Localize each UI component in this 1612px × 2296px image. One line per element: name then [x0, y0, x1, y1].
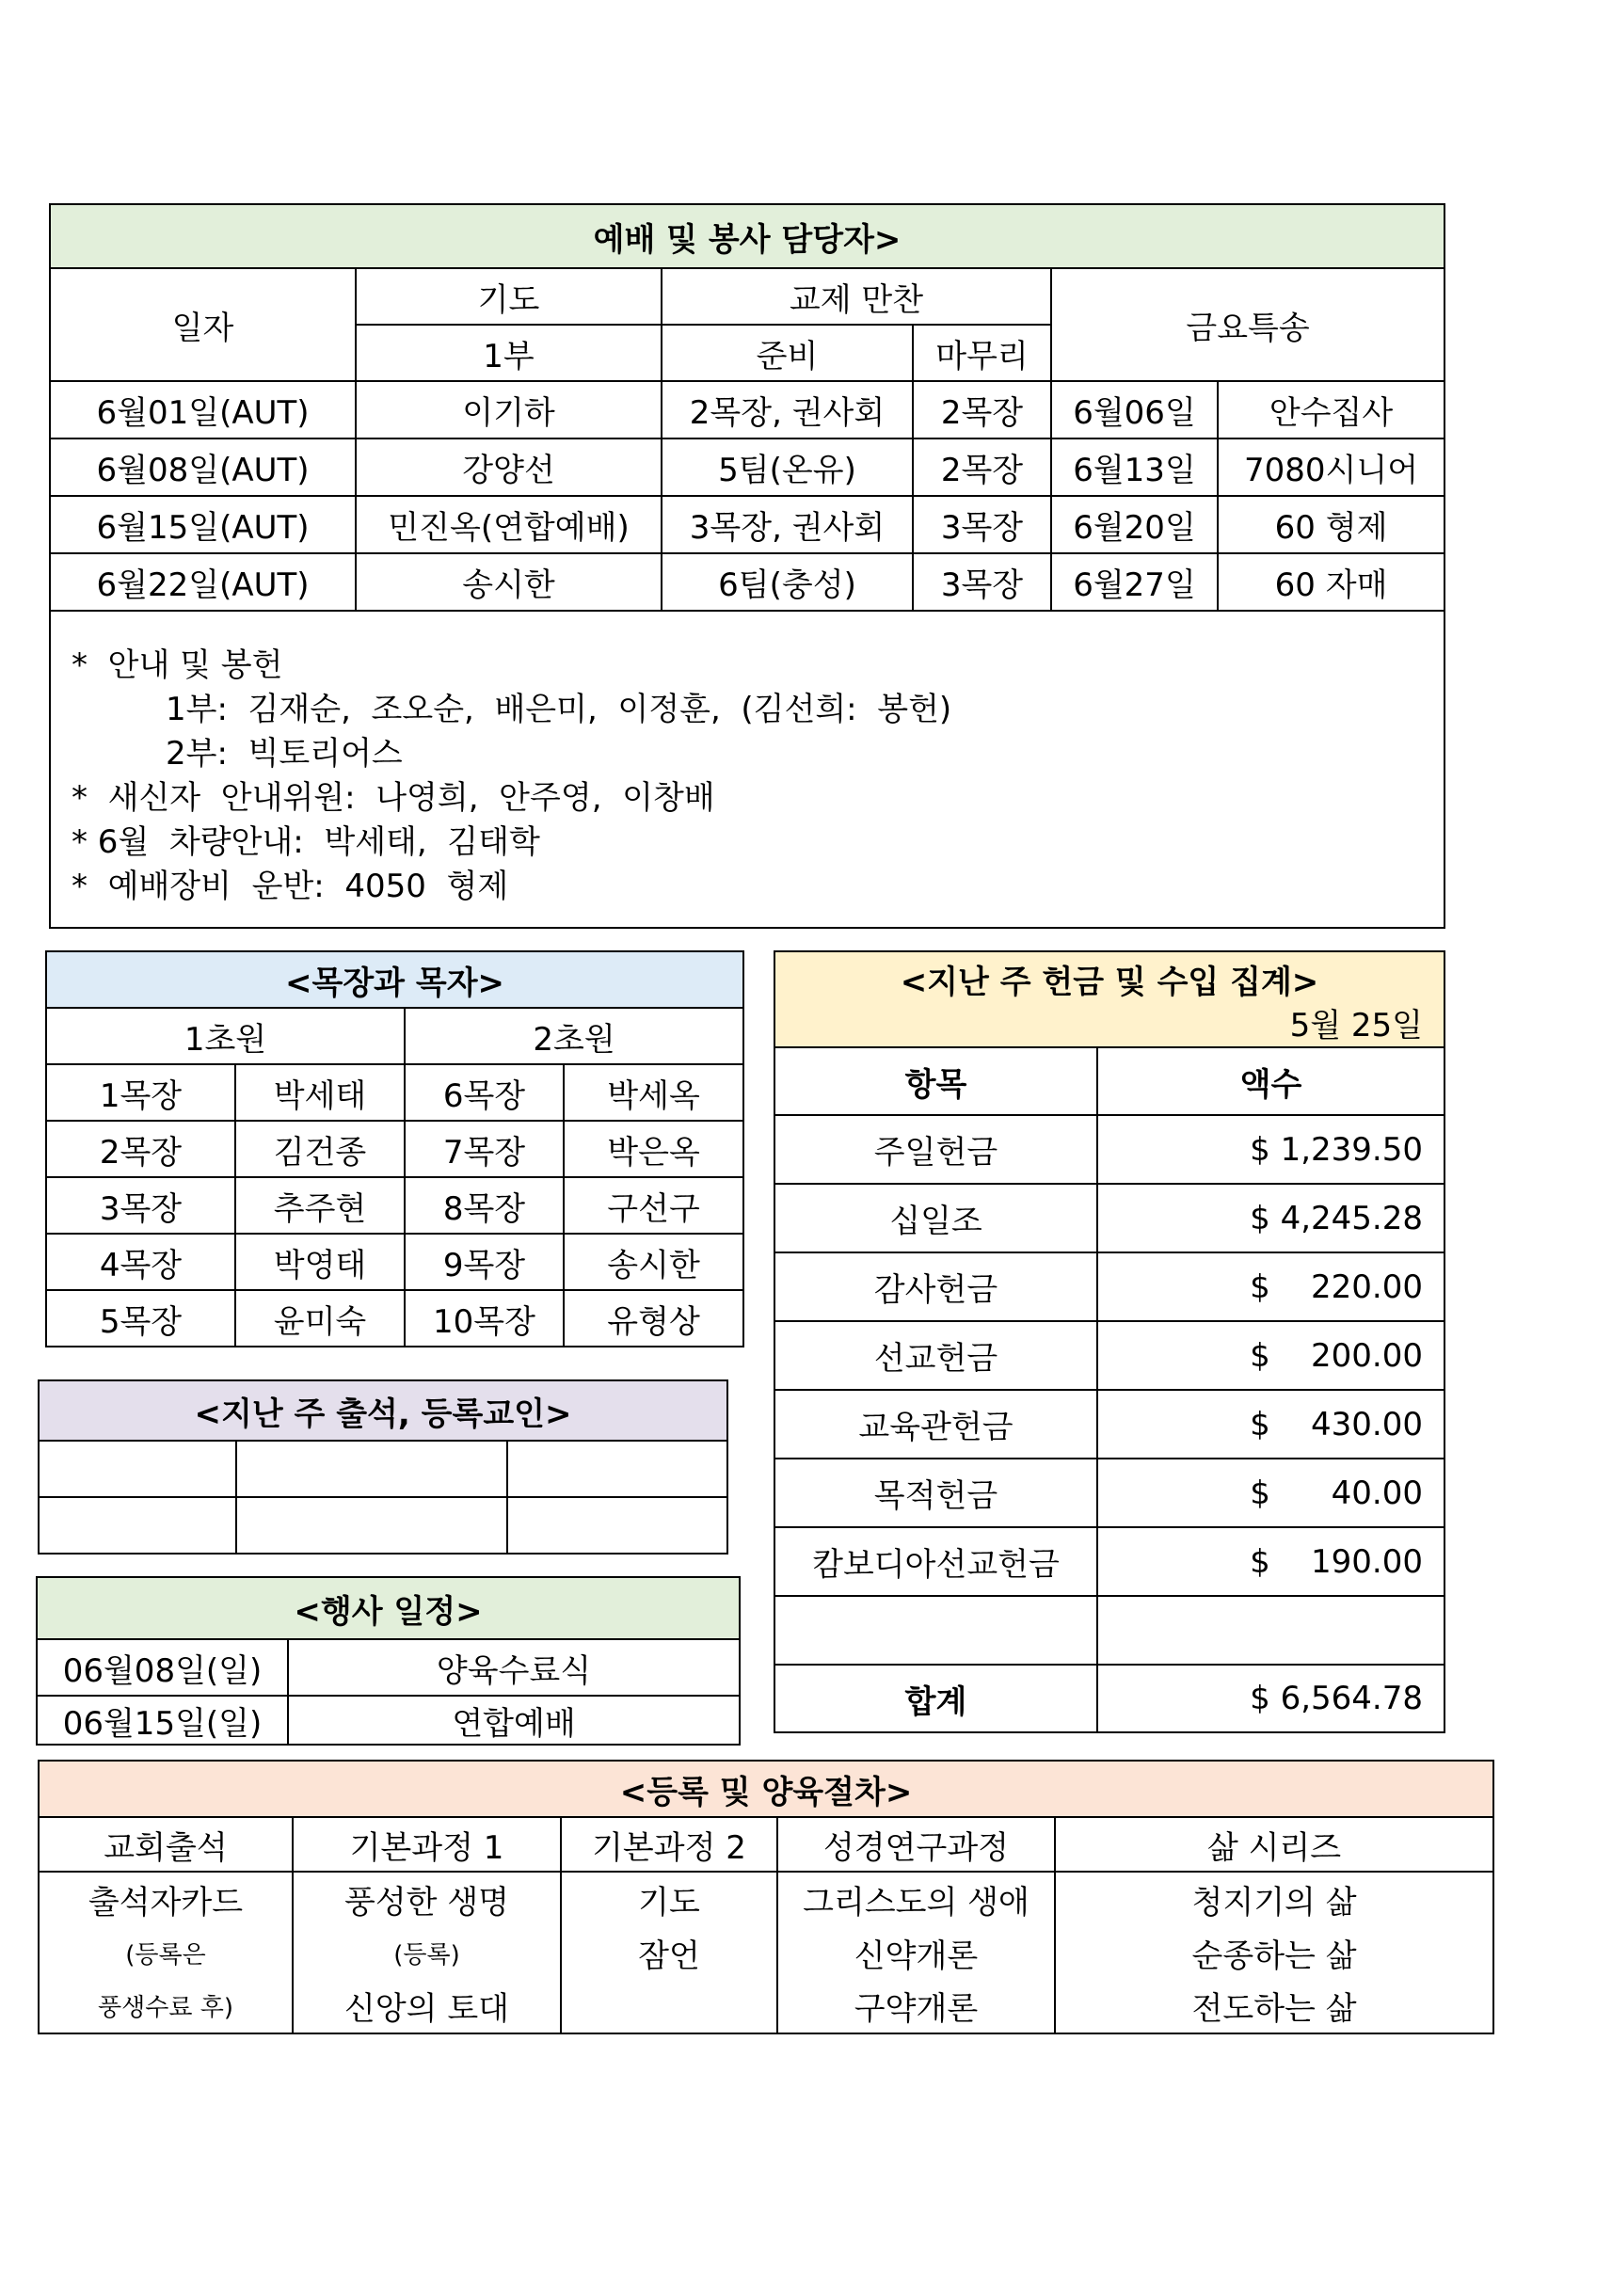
offering-amount: $ 190.00: [1097, 1527, 1444, 1596]
attendance-cell: [39, 1441, 236, 1497]
events-section: [36, 1576, 739, 1746]
row-cleanup: 2목장: [913, 438, 1051, 496]
note-line: * 예배장비 운반: 4050 형제: [72, 868, 509, 905]
course-cell: 청지기의 삶: [1055, 1872, 1493, 1926]
row-prep: 6팀(충성): [662, 553, 913, 611]
col-amount-header: 액수: [1097, 1047, 1444, 1115]
mokjang-name: 8목장: [405, 1177, 564, 1234]
row-prayer: 송시한: [356, 553, 662, 611]
table-row: [39, 1872, 1493, 1926]
training-table: [38, 1760, 1494, 2034]
header-prayer-sub: 1부: [356, 325, 662, 381]
row-friday-name: 60 자매: [1218, 553, 1444, 611]
course-cell: 잠언: [561, 1926, 777, 1979]
table-row: [774, 1527, 1444, 1596]
course-cell: 풍성한 생명: [293, 1872, 561, 1926]
row-prayer: 민진옥(연합예배): [356, 496, 662, 553]
course-cell: 전도하는 삶: [1055, 1979, 1493, 2033]
mokjang-name: 7목장: [405, 1121, 564, 1177]
attendance-table: [38, 1379, 728, 1555]
row-friday-date: 6월06일: [1051, 381, 1218, 438]
row-cleanup: 3목장: [913, 553, 1051, 611]
attendance-cell: [507, 1441, 727, 1497]
mokjang-name: 4목장: [46, 1234, 235, 1290]
group2-label: 2초원: [405, 1008, 743, 1064]
table-row: [774, 1252, 1444, 1321]
mokjang-name: 6목장: [405, 1064, 564, 1121]
offering-title: <지난 주 헌금 및 수입 집계>: [900, 964, 1319, 1001]
table-row: [46, 1064, 743, 1121]
training-section: [38, 1760, 1492, 2034]
mokja-name: 추주현: [235, 1177, 405, 1234]
offering-section: [774, 950, 1444, 1733]
course-cell: 신약개론: [777, 1926, 1055, 1979]
course-cell: (등록은: [39, 1926, 293, 1979]
row-cleanup: 2목장: [913, 381, 1051, 438]
offering-amount: $ 220.00: [1097, 1252, 1444, 1321]
total-label: 합계: [774, 1665, 1097, 1732]
mokja-name: 김건종: [235, 1121, 405, 1177]
mokja-name: 유형상: [564, 1290, 743, 1347]
event-name: 연합예배: [288, 1696, 740, 1745]
offering-amount: $ 4,245.28: [1097, 1184, 1444, 1252]
attendance-cell: [507, 1497, 727, 1554]
table-row: [774, 1184, 1444, 1252]
note-line: 1부: 김재순, 조오순, 배은미, 이정훈, (김선희: 봉헌): [166, 691, 952, 728]
offering-item: 주일헌금: [774, 1115, 1097, 1184]
header-cleanup: 마무리: [913, 325, 1051, 381]
note-line: * 6월 차량안내: 박세태, 김태학: [72, 823, 540, 861]
table-row: [50, 381, 1444, 438]
group1-label: 1초원: [46, 1008, 405, 1064]
course-cell: 출석자카드: [39, 1872, 293, 1926]
note-line: * 안내 및 봉헌: [72, 646, 283, 684]
event-date: 06월15일(일): [37, 1696, 288, 1745]
offering-amount: $ 40.00: [1097, 1459, 1444, 1527]
table-row: [50, 496, 1444, 553]
table-row: [37, 1639, 740, 1696]
row-friday-date: 6월20일: [1051, 496, 1218, 553]
row-date: 6월08일(AUT): [50, 438, 356, 496]
mokja-name: 박은옥: [564, 1121, 743, 1177]
note-line: 2부: 빅토리어스: [166, 735, 403, 773]
row-date: 6월22일(AUT): [50, 553, 356, 611]
training-header: 교회출석: [39, 1817, 293, 1872]
course-cell: [561, 1979, 777, 2033]
header-fellowship: 교제 만찬: [662, 268, 1051, 325]
course-cell: 풍생수료 후): [39, 1979, 293, 2033]
leaders-title: <목장과 목자>: [46, 951, 743, 1008]
event-name: 양육수료식: [288, 1639, 740, 1696]
row-friday-name: 7080시니어: [1218, 438, 1444, 496]
col-item-header: 항목: [774, 1047, 1097, 1115]
table-row: [39, 1979, 1493, 2033]
row-prayer: 이기하: [356, 381, 662, 438]
offering-table: [774, 950, 1445, 1733]
mokja-name: 박세옥: [564, 1064, 743, 1121]
course-cell: 신앙의 토대: [293, 1979, 561, 2033]
course-cell: 순종하는 삶: [1055, 1926, 1493, 1979]
mokja-name: 박세태: [235, 1064, 405, 1121]
training-header: 기본과정 1: [293, 1817, 561, 1872]
mokjang-name: 1목장: [46, 1064, 235, 1121]
mokja-name: 송시한: [564, 1234, 743, 1290]
attendance-section: [38, 1379, 726, 1555]
row-prep: 5팀(온유): [662, 438, 913, 496]
course-cell: (등록): [293, 1926, 561, 1979]
worship-section: [49, 203, 1444, 929]
offering-amount: [1097, 1596, 1444, 1665]
table-row: [39, 1441, 727, 1497]
events-table: [36, 1576, 741, 1746]
header-prep: 준비: [662, 325, 913, 381]
training-header: 기본과정 2: [561, 1817, 777, 1872]
table-row: [774, 1115, 1444, 1184]
course-cell: 그리스도의 생애: [777, 1872, 1055, 1926]
row-date: 6월01일(AUT): [50, 381, 356, 438]
total-amount: $ 6,564.78: [1097, 1665, 1444, 1732]
attendance-cell: [39, 1497, 236, 1554]
row-friday-date: 6월13일: [1051, 438, 1218, 496]
table-row: [46, 1290, 743, 1347]
event-date: 06월08일(일): [37, 1639, 288, 1696]
mokjang-name: 3목장: [46, 1177, 235, 1234]
table-row: [50, 553, 1444, 611]
offering-header: [774, 951, 1444, 1047]
table-row: [39, 1926, 1493, 1979]
table-row: [39, 1497, 727, 1554]
offering-date: 5월 25일: [1289, 1007, 1423, 1044]
offering-item: 감사헌금: [774, 1252, 1097, 1321]
mokjang-name: 10목장: [405, 1290, 564, 1347]
service-notes: [50, 611, 1444, 928]
offering-item: 캄보디아선교헌금: [774, 1527, 1097, 1596]
training-header: 성경연구과정: [777, 1817, 1055, 1872]
table-row: [46, 1234, 743, 1290]
row-cleanup: 3목장: [913, 496, 1051, 553]
events-title: <행사 일정>: [37, 1577, 740, 1639]
row-friday-name: 60 형제: [1218, 496, 1444, 553]
row-prayer: 강양선: [356, 438, 662, 496]
mokja-name: 박영태: [235, 1234, 405, 1290]
total-row: [774, 1665, 1444, 1732]
offering-item: [774, 1596, 1097, 1665]
note-line: * 새신자 안내위원: 나영희, 안주영, 이창배: [72, 779, 715, 817]
leaders-table: [45, 950, 744, 1347]
table-row: [46, 1177, 743, 1234]
attendance-title: <지난 주 출석, 등록교인>: [39, 1380, 727, 1441]
training-header: 삶 시리즈: [1055, 1817, 1493, 1872]
row-prep: 2목장, 권사회: [662, 381, 913, 438]
table-row: [774, 1459, 1444, 1527]
offering-amount: $ 1,239.50: [1097, 1115, 1444, 1184]
mokjang-name: 9목장: [405, 1234, 564, 1290]
table-row: [46, 1121, 743, 1177]
offering-item: 십일조: [774, 1184, 1097, 1252]
course-cell: 구약개론: [777, 1979, 1055, 2033]
offering-item: 교육관헌금: [774, 1390, 1097, 1459]
offering-amount: $ 200.00: [1097, 1321, 1444, 1390]
offering-item: 목적헌금: [774, 1459, 1097, 1527]
header-friday-special: 금요특송: [1051, 268, 1444, 381]
table-row: [774, 1321, 1444, 1390]
table-row: [774, 1390, 1444, 1459]
worship-table: [49, 203, 1445, 929]
table-row: [37, 1696, 740, 1745]
attendance-cell: [236, 1441, 507, 1497]
mokja-name: 구선구: [564, 1177, 743, 1234]
table-row: [774, 1596, 1444, 1665]
row-friday-name: 안수집사: [1218, 381, 1444, 438]
mokjang-name: 2목장: [46, 1121, 235, 1177]
header-prayer: 기도: [356, 268, 662, 325]
row-date: 6월15일(AUT): [50, 496, 356, 553]
table-row: [50, 438, 1444, 496]
attendance-cell: [236, 1497, 507, 1554]
mokja-name: 윤미숙: [235, 1290, 405, 1347]
offering-amount: $ 430.00: [1097, 1390, 1444, 1459]
mokjang-name: 5목장: [46, 1290, 235, 1347]
leaders-section: [45, 950, 742, 1347]
header-date: 일자: [50, 268, 356, 381]
offering-item: 선교헌금: [774, 1321, 1097, 1390]
row-friday-date: 6월27일: [1051, 553, 1218, 611]
row-prep: 3목장, 권사회: [662, 496, 913, 553]
training-title: <등록 및 양육절차>: [39, 1761, 1493, 1817]
worship-title: 예배 및 봉사 담당자>: [50, 204, 1444, 268]
course-cell: 기도: [561, 1872, 777, 1926]
